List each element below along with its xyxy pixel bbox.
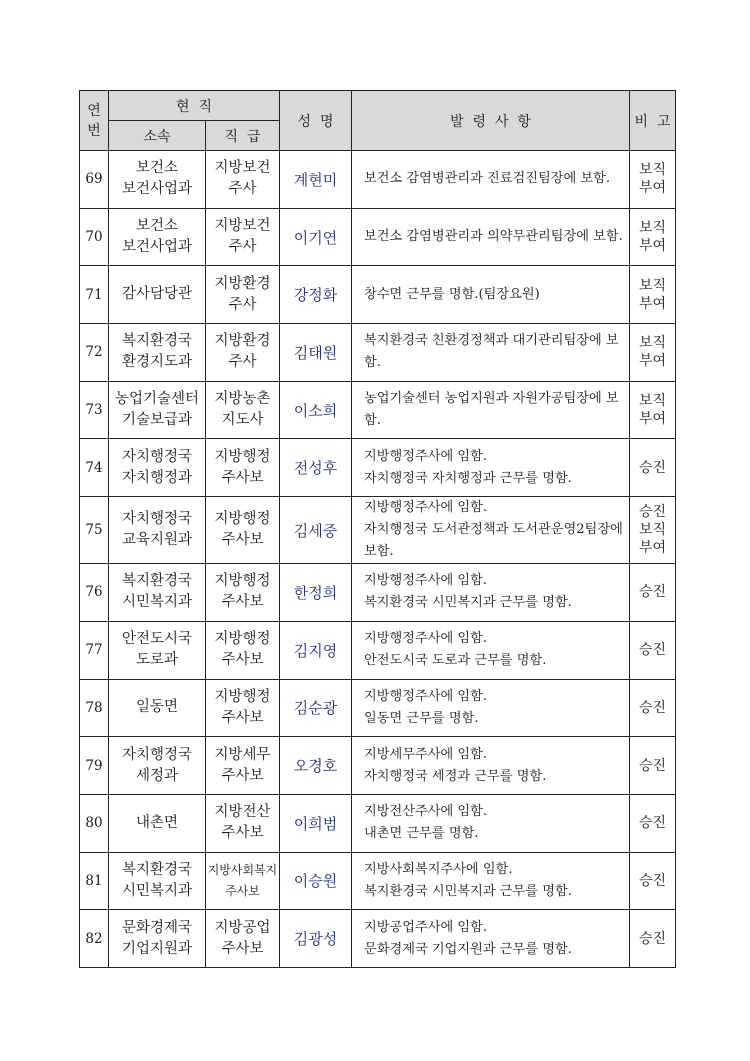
name-cell: 김세중 (280, 497, 352, 564)
grade-cell: 지방행정 주사보 (206, 564, 280, 622)
order-cell: 지방행정주사에 임함. 복지환경국 시민복지과 근무를 명함. (352, 564, 630, 622)
row-number: 76 (80, 564, 109, 622)
table-row (80, 621, 676, 679)
name-cell: 전성후 (280, 439, 352, 497)
table-row (80, 852, 676, 910)
grade-cell: 지방보건 주사 (206, 208, 280, 266)
row-number: 73 (80, 381, 109, 439)
order-cell: 농업기술센터 농업지원과 자원가공팀장에 보함. (352, 381, 630, 439)
remark-cell: 승진 (630, 910, 676, 968)
dept-cell: 복지환경국 환경지도과 (109, 324, 206, 382)
remark-cell: 승진 (630, 737, 676, 795)
header-no: 연 번 (80, 91, 109, 151)
grade-cell: 지방공업 주사보 (206, 910, 280, 968)
dept-cell: 복지환경국 시민복지과 (109, 564, 206, 622)
header-current: 현 직 (109, 91, 280, 121)
dept-cell: 자치행정국 교육지원과 (109, 497, 206, 564)
name-cell: 한정희 (280, 564, 352, 622)
table-body (80, 151, 676, 968)
row-number: 81 (80, 852, 109, 910)
row-number: 72 (80, 324, 109, 382)
order-cell: 보건소 감염병관리과 진료검진팀장에 보함. (352, 151, 630, 209)
row-number: 79 (80, 737, 109, 795)
grade-cell: 지방환경 주사 (206, 266, 280, 324)
remark-cell: 보직 부여 (630, 266, 676, 324)
dept-cell: 감사담당관 (109, 266, 206, 324)
dept-cell: 자치행정국 자치행정과 (109, 439, 206, 497)
remark-cell: 보직 부여 (630, 381, 676, 439)
table-row (80, 439, 676, 497)
name-cell: 이승원 (280, 852, 352, 910)
order-cell: 지방행정주사에 임함. 자치행정국 도서관정책과 도서관운영2팀장에 보함. (352, 497, 630, 564)
table-row (80, 151, 676, 209)
dept-cell: 내촌면 (109, 794, 206, 852)
table-row (80, 266, 676, 324)
name-cell: 강정화 (280, 266, 352, 324)
table-row (80, 564, 676, 622)
order-cell: 지방행정주사에 임함. 자치행정국 자치행정과 근무를 명함. (352, 439, 630, 497)
remark-cell: 승진 (630, 621, 676, 679)
name-cell: 김광성 (280, 910, 352, 968)
order-cell: 지방공업주사에 임함. 문화경제국 기업지원과 근무를 명함. (352, 910, 630, 968)
dept-cell: 농업기술센터 기술보급과 (109, 381, 206, 439)
header-order: 발 령 사 항 (352, 91, 630, 151)
dept-cell: 보건소 보건사업과 (109, 208, 206, 266)
table-row (80, 794, 676, 852)
row-number: 75 (80, 497, 109, 564)
order-cell: 지방사회복지주사에 임함. 복지환경국 시민복지과 근무를 명함. (352, 852, 630, 910)
table-header (80, 91, 676, 151)
grade-cell: 지방세무 주사보 (206, 737, 280, 795)
table-row (80, 910, 676, 968)
header-name: 성 명 (280, 91, 352, 151)
dept-cell: 복지환경국 시민복지과 (109, 852, 206, 910)
table-row (80, 737, 676, 795)
name-cell: 김지영 (280, 621, 352, 679)
header-grade: 직 급 (206, 121, 280, 151)
order-cell: 지방행정주사에 임함. 안전도시국 도로과 근무를 명함. (352, 621, 630, 679)
order-cell: 보건소 감염병관리과 의약무관리팀장에 보함. (352, 208, 630, 266)
order-cell: 지방전산주사에 임함. 내촌면 근무를 명함. (352, 794, 630, 852)
name-cell: 김태원 (280, 324, 352, 382)
name-cell: 이희범 (280, 794, 352, 852)
dept-cell: 보건소 보건사업과 (109, 151, 206, 209)
header-remark: 비 고 (630, 91, 676, 151)
table-row (80, 679, 676, 737)
header-dept: 소속 (109, 121, 206, 151)
order-cell: 복지환경국 친환경정책과 대기관리팀장에 보함. (352, 324, 630, 382)
grade-cell: 지방행정 주사보 (206, 439, 280, 497)
grade-cell: 지방행정 주사보 (206, 497, 280, 564)
row-number: 78 (80, 679, 109, 737)
remark-cell: 승진 (630, 852, 676, 910)
row-number: 71 (80, 266, 109, 324)
name-cell: 이기연 (280, 208, 352, 266)
remark-cell: 보직 부여 (630, 151, 676, 209)
personnel-order-table (79, 90, 676, 968)
grade-cell: 지방농촌 지도사 (206, 381, 280, 439)
remark-cell: 승진 보직 부여 (630, 497, 676, 564)
order-cell: 창수면 근무를 명함.(팀장요원) (352, 266, 630, 324)
remark-cell: 승진 (630, 439, 676, 497)
name-cell: 이소희 (280, 381, 352, 439)
row-number: 77 (80, 621, 109, 679)
grade-cell: 지방사회복지 주사보 (206, 852, 280, 910)
name-cell: 계현미 (280, 151, 352, 209)
dept-cell: 안전도시국 도로과 (109, 621, 206, 679)
grade-cell: 지방행정 주사보 (206, 679, 280, 737)
remark-cell: 보직 부여 (630, 208, 676, 266)
name-cell: 오경호 (280, 737, 352, 795)
grade-cell: 지방보건 주사 (206, 151, 280, 209)
table-row (80, 497, 676, 564)
row-number: 74 (80, 439, 109, 497)
grade-cell: 지방환경 주사 (206, 324, 280, 382)
dept-cell: 일동면 (109, 679, 206, 737)
row-number: 70 (80, 208, 109, 266)
grade-cell: 지방행정 주사보 (206, 621, 280, 679)
name-cell: 김순광 (280, 679, 352, 737)
row-number: 69 (80, 151, 109, 209)
table-row (80, 381, 676, 439)
order-cell: 지방행정주사에 임함. 일동면 근무를 명함. (352, 679, 630, 737)
remark-cell: 승진 (630, 679, 676, 737)
order-cell: 지방세무주사에 임함. 자치행정국 세정과 근무를 명함. (352, 737, 630, 795)
table-row (80, 324, 676, 382)
remark-cell: 승진 (630, 794, 676, 852)
table-row (80, 208, 676, 266)
grade-cell: 지방전산 주사보 (206, 794, 280, 852)
remark-cell: 보직 부여 (630, 324, 676, 382)
dept-cell: 자치행정국 세정과 (109, 737, 206, 795)
row-number: 80 (80, 794, 109, 852)
row-number: 82 (80, 910, 109, 968)
dept-cell: 문화경제국 기업지원과 (109, 910, 206, 968)
remark-cell: 승진 (630, 564, 676, 622)
